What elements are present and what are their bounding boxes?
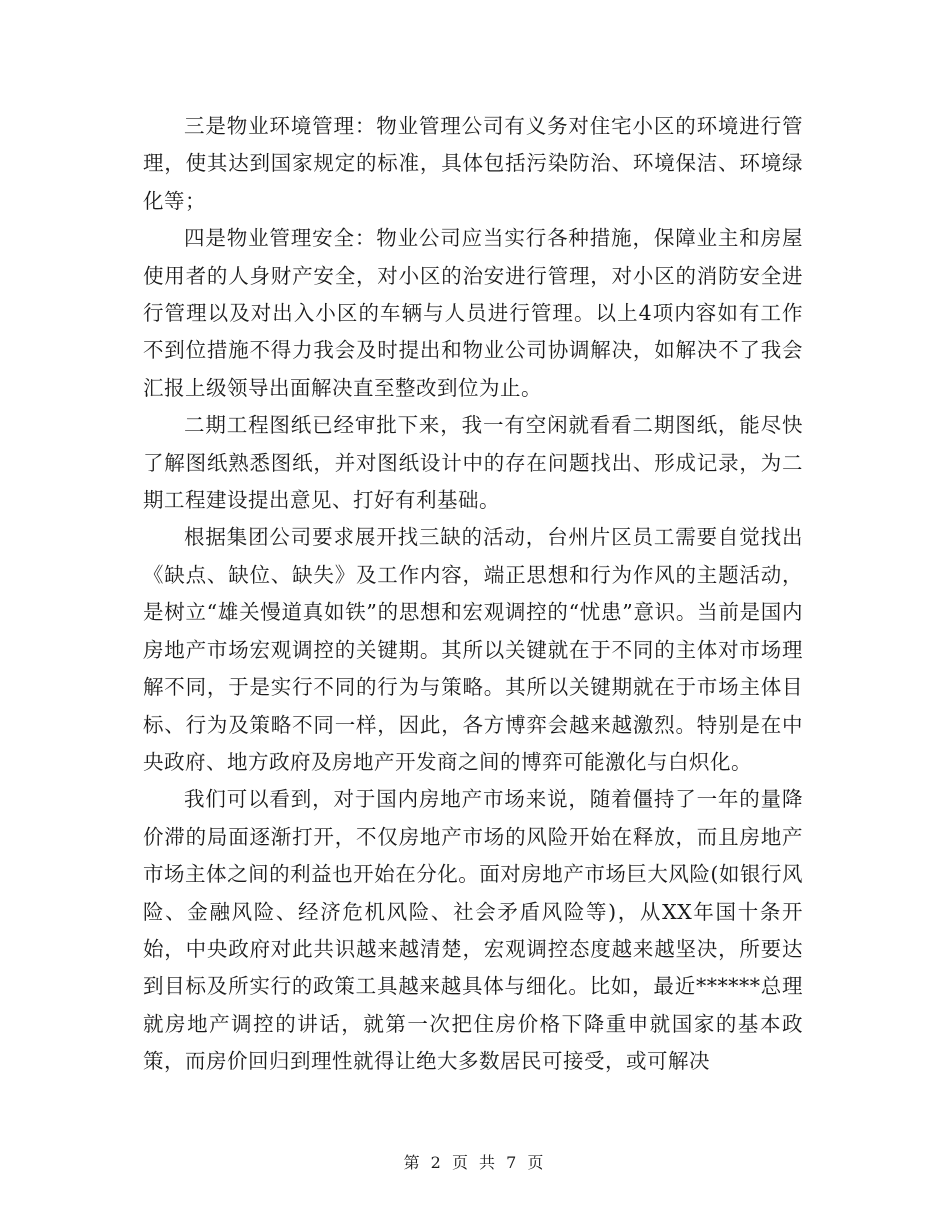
document-body bbox=[143, 108, 803, 1081]
page-number-footer: 第 2 页 共 7 页 bbox=[403, 1153, 547, 1172]
paragraph-three-deficiencies: 根据集团公司要求展开找三缺的活动，台州片区员工需要自觉找出《缺点、缺位、缺失》及工作内容，端正思想和行为作风的主题活动，是树立“雄关慢道真如铁”的思想和宏观调控的“忧患”意识。当前是国内房地产市场宏观调控的关键期。其所以关键就在于不同的主体对市场理解不同，于是实行不同的行为与策略。其所以关键期就在于市场主体目标、行为及策略不同一样，因此，各方博弈会越来越激烈。特别是在中央政府、地方政府及房地产开发商之间的博弈可能激化与白炽化。 bbox=[143, 525, 803, 774]
paragraph-real-estate-market: 我们可以看到，对于国内房地产市场来说，随着僵持了一年的量降价滞的局面逐渐打开，不仅房地产市场的风险开始在释放，而且房地产市场主体之间的利益也开始在分化。面对房地产市场巨大风险(如银行风险、金融风险、经济危机风险、社会矛盾风险等)，从XX年国十条开始，中央政府对此共识越来越清楚，宏观调控态度越来越坚决，所要达到目标及所实行的政策工具越来越具体与细化。比如，最近******总理就房地产调控的讲话，就第一次把住房价格下降重申就国家的基本政策，而房价回归到理性就得让绝大多数居民可接受，或可解决 bbox=[143, 787, 803, 1074]
paragraph-safety-management: 四是物业管理安全：物业公司应当实行各种措施，保障业主和房屋使用者的人身财产安全，对小区的治安进行管理，对小区的消防安全进行管理以及对出入小区的车辆与人员进行管理。以上4项内容如有工作不到位措施不得力我会及时提出和物业公司协调解决，如解决不了我会汇报上级领导出面解决直至整改到位为止。 bbox=[143, 226, 803, 400]
paragraph-environment-management: 三是物业环境管理：物业管理公司有义务对住宅小区的环境进行管理，使其达到国家规定的标准，具体包括污染防治、环境保洁、环境绿化等； bbox=[143, 114, 803, 213]
paragraph-phase-two-drawings: 二期工程图纸已经审批下来，我一有空闲就看看二期图纸，能尽快了解图纸熟悉图纸，并对图纸设计中的存在问题找出、形成记录，为二期工程建设提出意见、打好有利基础。 bbox=[143, 413, 803, 513]
